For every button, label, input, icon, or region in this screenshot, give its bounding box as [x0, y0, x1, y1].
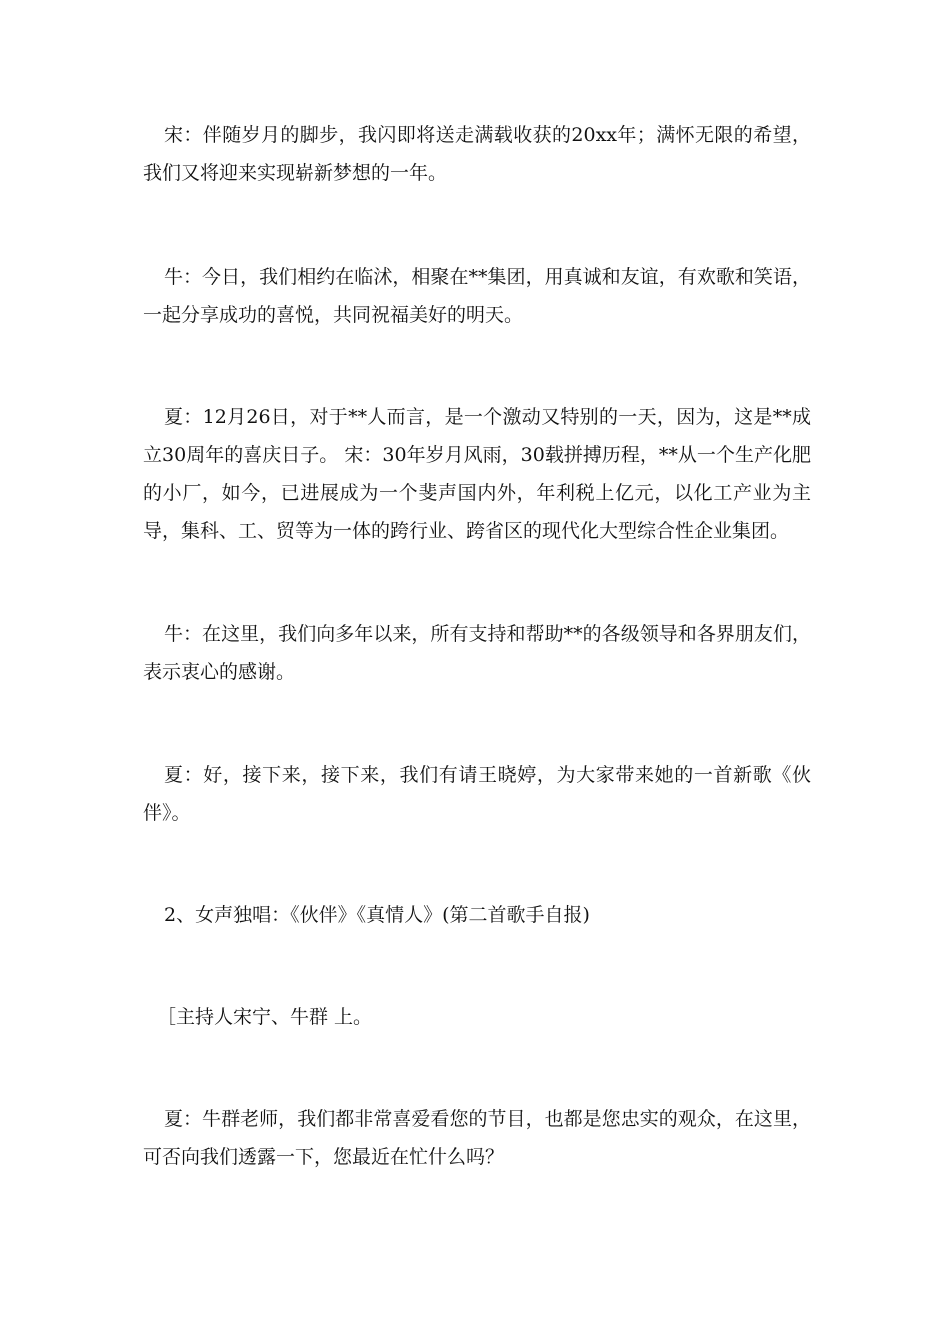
paragraph-song-opening: 宋：伴随岁月的脚步，我闪即将送走满载收获的20xx年；满怀无限的希望，我们又将迎来实现崭新梦想的一年。: [143, 124, 811, 184]
paragraph-niu-thanks: 牛：在这里，我们向多年以来，所有支持和帮助**的各级领导和各界朋友们，表示衷心的感谢。: [143, 623, 811, 683]
paragraph-program-item: 2、女声独唱：《伙伴》《真情人》(第二首歌手自报): [164, 904, 590, 926]
paragraph-xia-anniversary: 夏：12月26日，对于**人而言，是一个激动又特别的一天，因为，这是**成立30周年的喜庆日子。 宋：30年岁月风雨，30载拼搏历程，**从一个生产化肥的小厂，如今，已进展成为一个斐声国内外，年利税上亿元，以化工产业为主导，集科、工、贸等为一体的跨行业、跨省区的现代化大型综合性企业集团。: [143, 406, 811, 542]
paragraph-stage-direction: ［主持人宋宁、牛群 上。: [157, 1006, 373, 1028]
paragraph-niu-linshu: 牛：今日，我们相约在临沭，相聚在**集团，用真诚和友谊，有欢歌和笑语，一起分享成功的喜悦，共同祝福美好的明天。: [143, 266, 811, 326]
paragraph-xia-question: 夏：牛群老师，我们都非常喜爱看您的节目，也都是您忠实的观众，在这里，可否向我们透露一下，您最近在忙什么吗？: [143, 1108, 811, 1168]
paragraph-xia-next-song: 夏：好，接下来，接下来，我们有请王晓婷，为大家带来她的一首新歌《伙伴》。: [143, 764, 811, 824]
